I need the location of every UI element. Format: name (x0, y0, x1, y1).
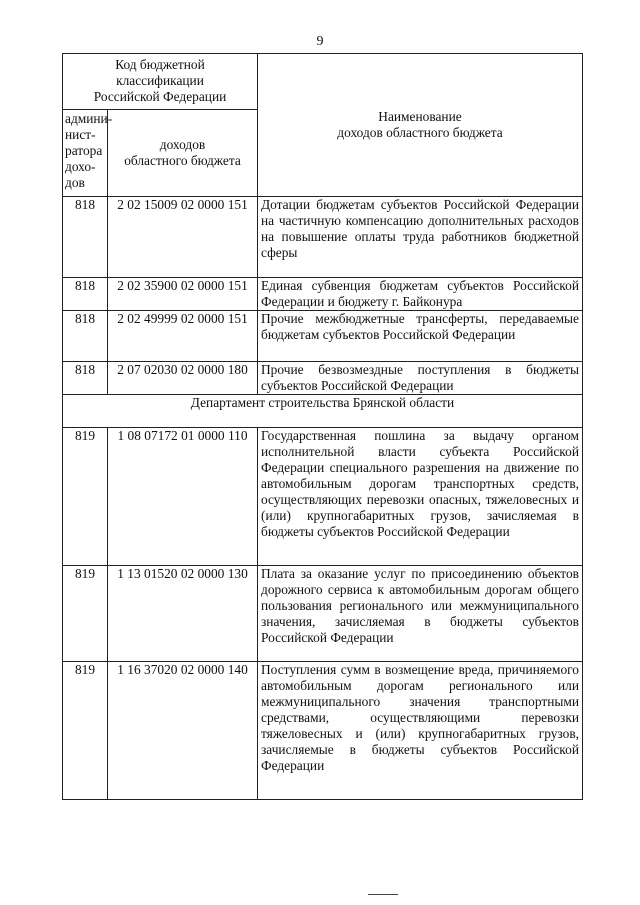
table-header-row-top (63, 54, 583, 110)
income-code-cell: 2 02 15009 02 0000 151 (108, 197, 258, 278)
income-name-cell: Прочие безвозмездные поступления в бюджеты субъектов Российской Федерации (258, 362, 583, 395)
income-code-cell: 1 13 01520 02 0000 130 (108, 566, 258, 662)
income-name-cell: Государственная пошлина за выдачу органом исполнительной власти субъекта Российской Федерации специального разрешения на движение по автомобильным дорогам транспортных средств, осуществляющих перевозки опасных, тяжеловесных и (или) крупногабаритных грузов, зачисляемая в бюджеты субъектов Российской Федерации (258, 428, 583, 566)
income-name-cell: Поступления сумм в возмещение вреда, причиняемого автомобильным дорогам регионального или межмуниципального значения транспортными средствами, осуществляющими перевозки тяжеловесных и (или) крупногабаритных грузов, зачисляемые в бюджеты субъектов Российской Федерации (258, 662, 583, 800)
table-row (63, 311, 583, 362)
income-name-cell: Единая субвенция бюджетам субъектов Российской Федерации и бюджету г. Байконура (258, 278, 583, 311)
department-row (63, 395, 583, 428)
table-row (63, 278, 583, 311)
header-admin-line-4: дохо- (65, 159, 96, 174)
page-number: 9 (316, 34, 324, 49)
header-income-line-2: областного бюджета (124, 153, 241, 168)
admin-code-cell: 818 (63, 278, 108, 311)
header-income-code (108, 110, 258, 197)
income-code-cell: 1 16 37020 02 0000 140 (108, 662, 258, 800)
header-classification-line-2: классификации (116, 73, 204, 88)
header-admin-line-1: админи- (65, 111, 113, 126)
table-row (63, 662, 583, 800)
header-admin-line-2: нист- (65, 127, 96, 142)
admin-code-cell: 819 (63, 662, 108, 800)
admin-code-cell: 818 (63, 362, 108, 395)
admin-code-cell: 818 (63, 197, 108, 278)
header-classification-line-1: Код бюджетной (115, 57, 205, 72)
header-admin-line-5: дов (65, 175, 85, 190)
department-title: Департамент строительства Брянской области (63, 395, 583, 428)
income-name-cell: Плата за оказание услуг по присоединению объектов дорожного сервиса к автомобильным дорогам общего пользования регионального или межмуниципального значения, зачисляемая в бюджеты субъектов Российской Федерации (258, 566, 583, 662)
header-name-line-1: Наименование (378, 109, 462, 124)
table-row (63, 362, 583, 395)
header-name-line-2: доходов областного бюджета (337, 125, 503, 140)
admin-code-cell: 818 (63, 311, 108, 362)
page-bottom-mark (368, 894, 398, 895)
income-name-cell: Дотации бюджетам субъектов Российской Федерации на частичную компенсацию дополнительных расходов на повышение оплаты труда работников бюджетной сферы (258, 197, 583, 278)
income-code-cell: 2 02 35900 02 0000 151 (108, 278, 258, 311)
header-income-name (258, 54, 583, 197)
admin-code-cell: 819 (63, 428, 108, 566)
income-name-cell: Прочие межбюджетные трансферты, передаваемые бюджетам субъектов Российской Федерации (258, 311, 583, 362)
header-classification (63, 54, 258, 110)
header-admin-line-3: ратора (65, 143, 103, 158)
income-code-cell: 2 02 49999 02 0000 151 (108, 311, 258, 362)
header-administrator (63, 110, 113, 197)
table-row (63, 428, 583, 566)
income-code-cell: 1 08 07172 01 0000 110 (108, 428, 258, 566)
table-row (63, 197, 583, 278)
admin-code-cell: 819 (63, 566, 108, 662)
income-code-cell: 2 07 02030 02 0000 180 (108, 362, 258, 395)
header-classification-line-3: Российской Федерации (93, 89, 227, 104)
budget-income-table (62, 53, 583, 800)
header-income-line-1: доходов (159, 137, 206, 152)
table-row (63, 566, 583, 662)
